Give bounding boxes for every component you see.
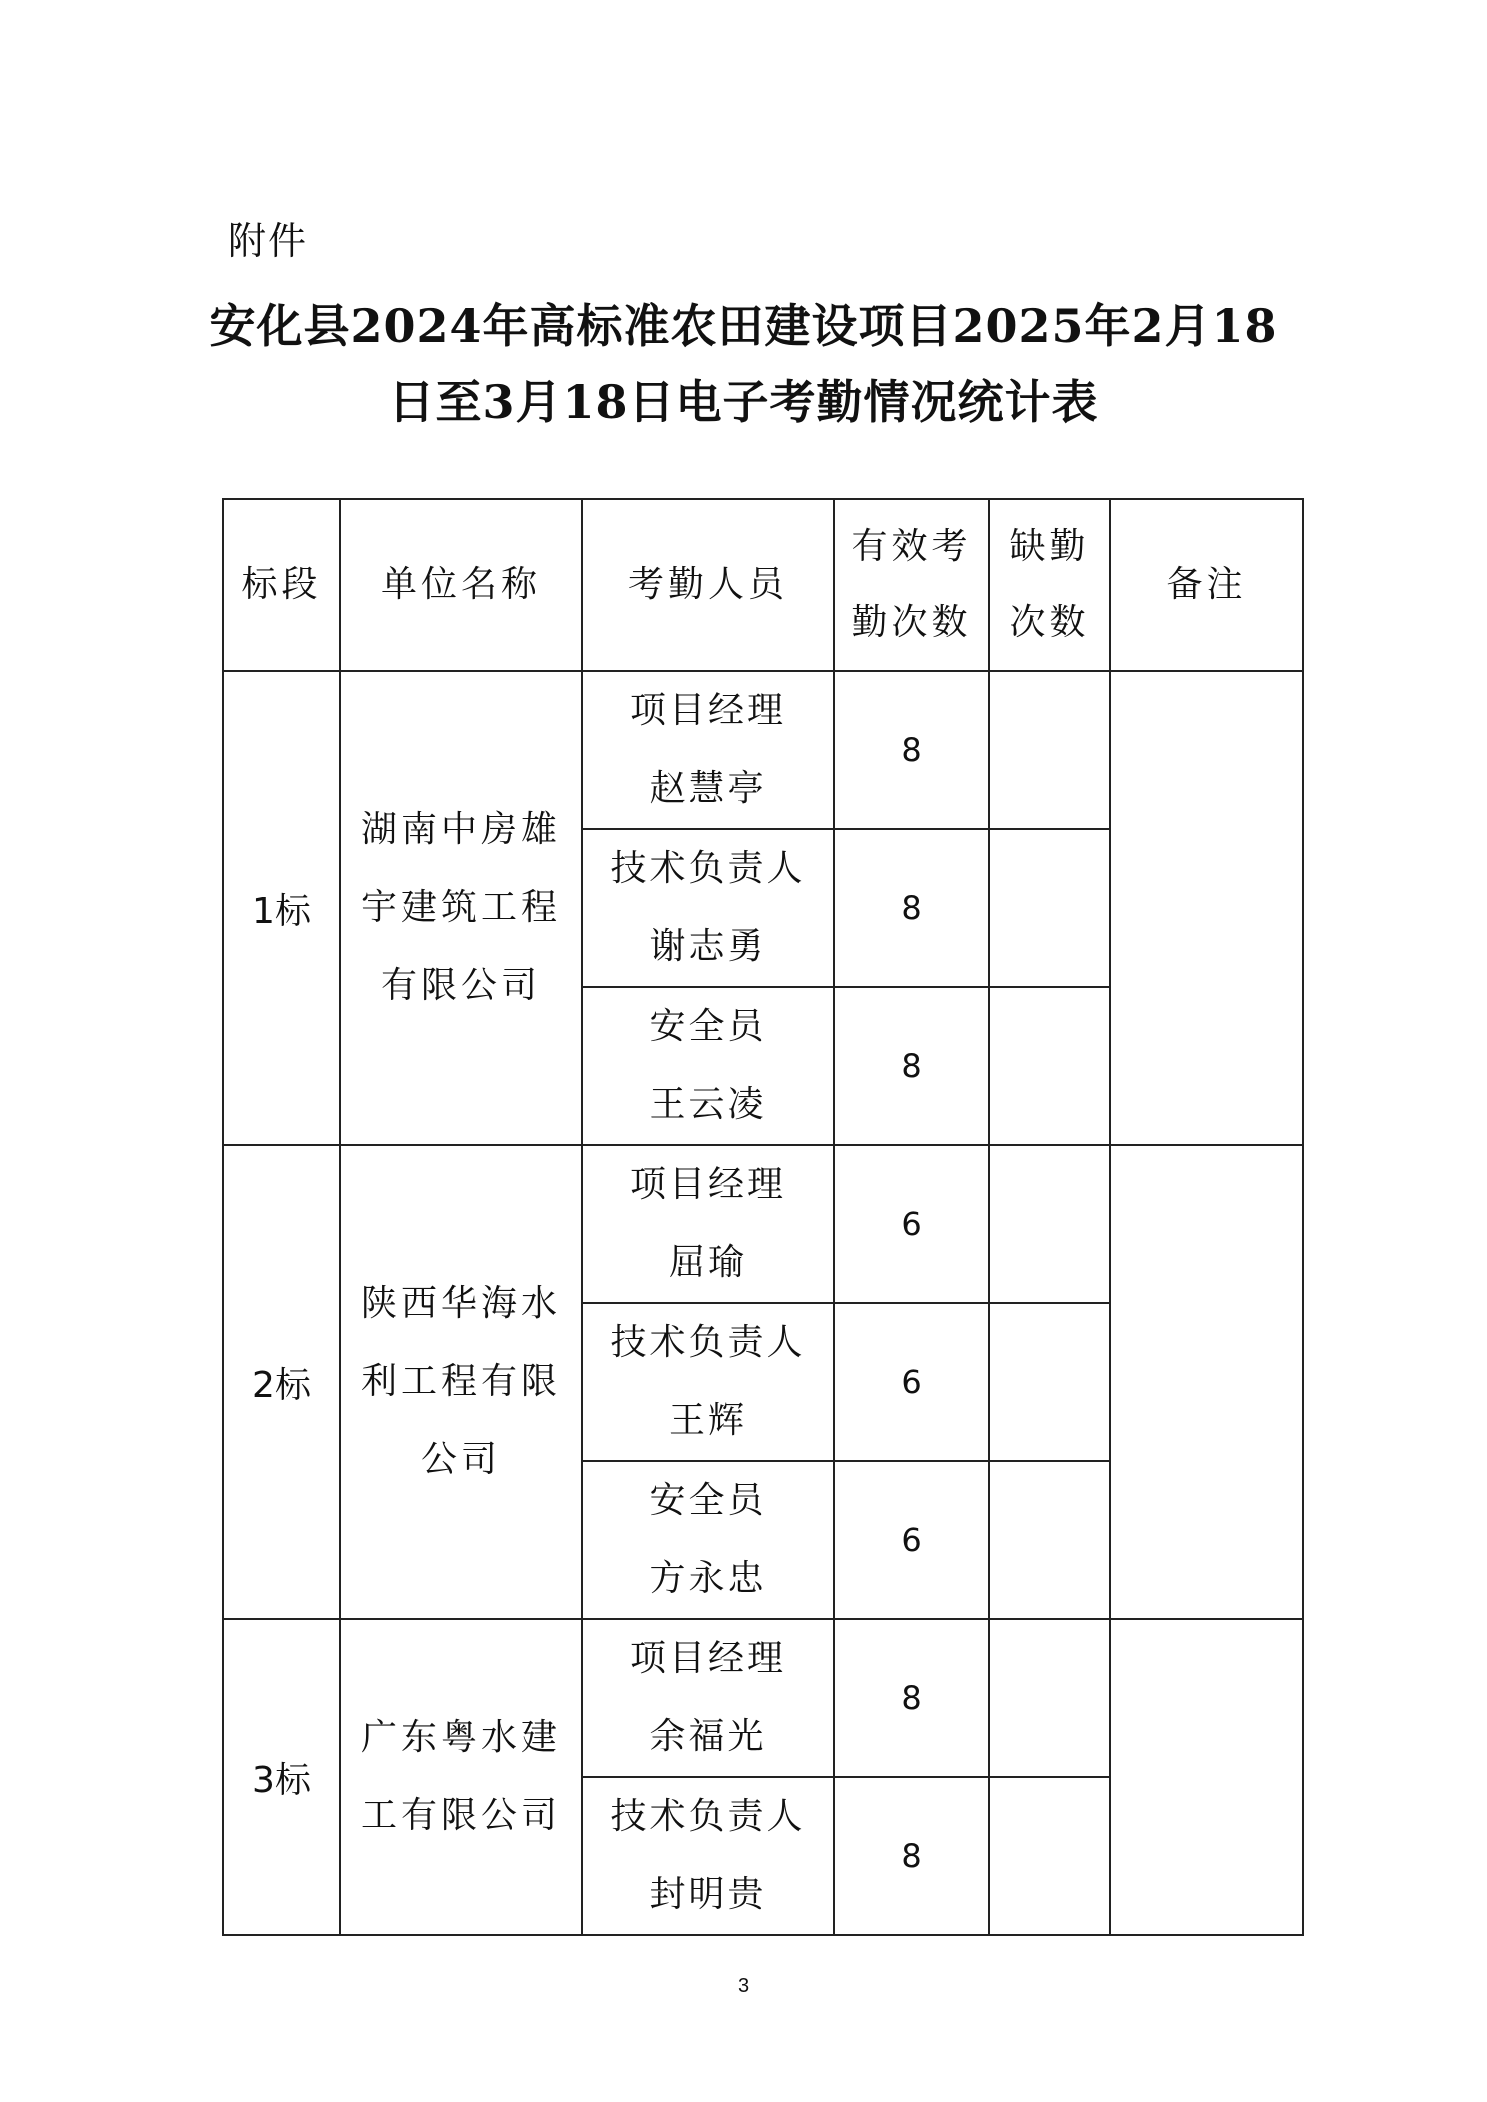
absent-count-cell	[989, 671, 1110, 829]
header-valid-line-2: 勤次数	[851, 602, 972, 643]
personnel-role: 安全员	[649, 1480, 767, 1521]
segment-cell: 2标	[223, 1145, 340, 1619]
personnel-name: 王辉	[668, 1400, 747, 1441]
personnel-role: 技术负责人	[610, 1322, 806, 1363]
header-personnel: 考勤人员	[582, 499, 834, 671]
valid-count-cell: 8	[834, 1619, 989, 1777]
personnel-cell	[582, 1303, 834, 1461]
unit-name-cell	[340, 1145, 582, 1619]
personnel-name: 王云凌	[649, 1084, 767, 1125]
attendance-table	[222, 498, 1304, 1936]
personnel-role: 技术负责人	[610, 848, 806, 889]
personnel-name: 余福光	[649, 1716, 767, 1757]
personnel-role: 项目经理	[629, 1638, 786, 1679]
absent-count-cell	[989, 1461, 1110, 1619]
header-segment: 标段	[223, 499, 340, 671]
personnel-cell	[582, 829, 834, 987]
personnel-cell	[582, 671, 834, 829]
remarks-cell	[1110, 1145, 1303, 1619]
valid-count-cell: 8	[834, 671, 989, 829]
absent-count-cell	[989, 1777, 1110, 1935]
personnel-role: 技术负责人	[610, 1796, 806, 1837]
personnel-name: 封明贵	[649, 1874, 767, 1915]
header-valid-line-1: 有效考	[851, 526, 972, 567]
valid-count-cell: 6	[834, 1303, 989, 1461]
unit-name-line: 湖南中房雄	[360, 809, 561, 850]
valid-count-cell: 8	[834, 987, 989, 1145]
personnel-name: 谢志勇	[649, 926, 767, 967]
personnel-role: 项目经理	[629, 1164, 786, 1205]
personnel-cell	[582, 1461, 834, 1619]
personnel-cell	[582, 987, 834, 1145]
absent-count-cell	[989, 987, 1110, 1145]
remarks-cell	[1110, 1619, 1303, 1935]
unit-name-line: 公司	[420, 1439, 501, 1480]
header-absent-count	[989, 499, 1110, 671]
unit-name-line: 利工程有限	[360, 1361, 561, 1402]
unit-name-cell	[340, 1619, 582, 1935]
page-number: 3	[737, 1975, 750, 1997]
unit-name-line: 工有限公司	[360, 1795, 561, 1836]
unit-name-line: 陕西华海水	[360, 1283, 561, 1324]
header-unit-name: 单位名称	[340, 499, 582, 671]
table-row	[223, 671, 1303, 829]
header-remarks: 备注	[1110, 499, 1303, 671]
valid-count-cell: 6	[834, 1145, 989, 1303]
segment-cell: 1标	[223, 671, 340, 1145]
remarks-cell	[1110, 671, 1303, 1145]
unit-name-line: 广东粤水建	[360, 1717, 561, 1758]
personnel-cell	[582, 1619, 834, 1777]
table-row	[223, 1619, 1303, 1777]
absent-count-cell	[989, 829, 1110, 987]
table-row	[223, 1145, 1303, 1303]
absent-count-cell	[989, 1145, 1110, 1303]
header-absent-line-1: 缺勤	[1009, 526, 1090, 567]
table-header-row	[223, 499, 1303, 671]
personnel-name: 方永忠	[649, 1558, 767, 1599]
personnel-cell	[582, 1145, 834, 1303]
document-title-line-1: 安化县2024年高标准农田建设项目2025年2月18	[209, 299, 1278, 353]
valid-count-cell: 8	[834, 1777, 989, 1935]
unit-name-line: 宇建筑工程	[360, 887, 561, 928]
absent-count-cell	[989, 1619, 1110, 1777]
header-absent-line-2: 次数	[1009, 602, 1090, 643]
personnel-role: 安全员	[649, 1006, 767, 1047]
personnel-role: 项目经理	[629, 690, 786, 731]
personnel-cell	[582, 1777, 834, 1935]
personnel-name: 赵慧亭	[649, 768, 767, 809]
unit-name-cell	[340, 671, 582, 1145]
segment-cell: 3标	[223, 1619, 340, 1935]
valid-count-cell: 8	[834, 829, 989, 987]
document-title-line-2: 日至3月18日电子考勤情况统计表	[388, 375, 1099, 429]
valid-count-cell: 6	[834, 1461, 989, 1619]
header-valid-count	[834, 499, 989, 671]
personnel-name: 屈瑜	[668, 1242, 747, 1283]
unit-name-line: 有限公司	[380, 965, 541, 1006]
attachment-label: 附件	[228, 219, 309, 263]
absent-count-cell	[989, 1303, 1110, 1461]
